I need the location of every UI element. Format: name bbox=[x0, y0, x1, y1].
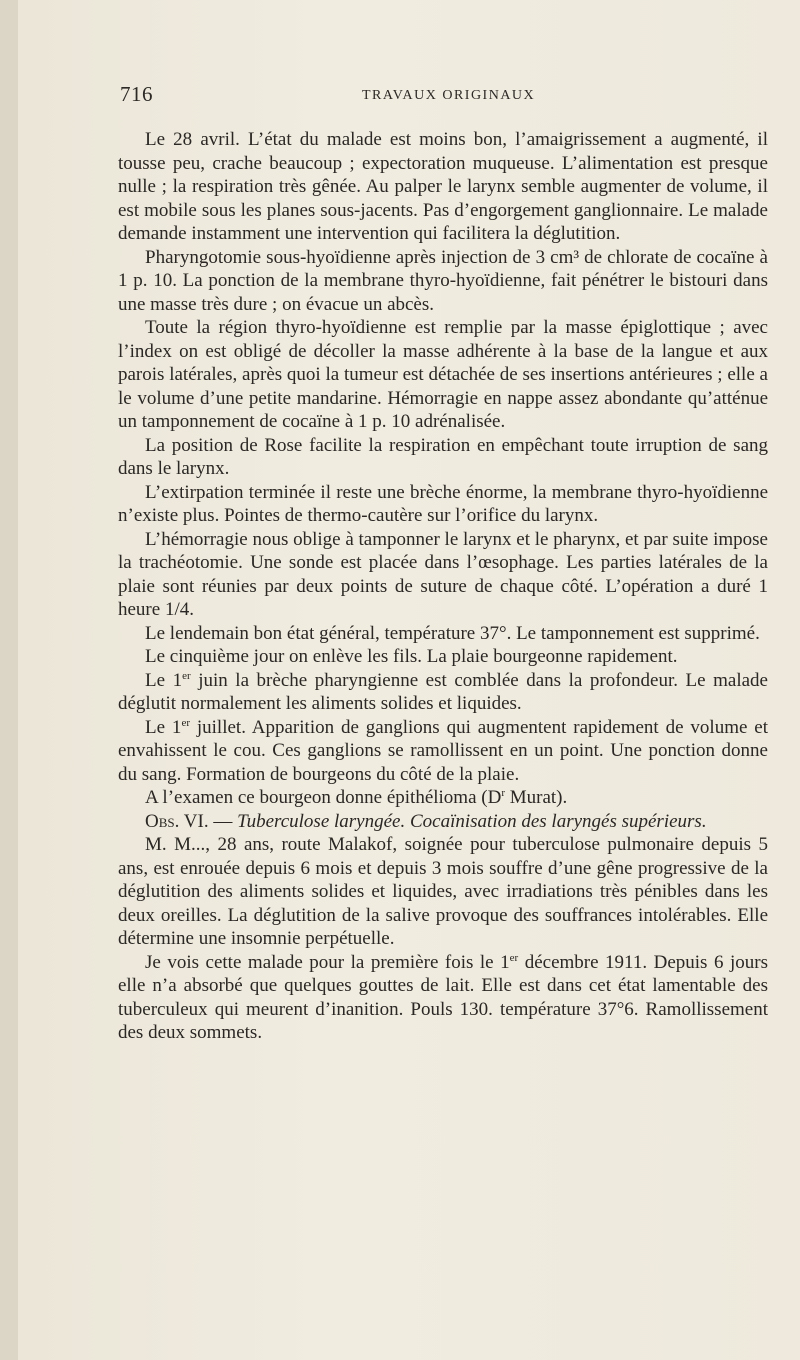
observation-heading: Obs. VI. — Tuberculose laryngée. Cocaïnisation des laryngés supérieurs. bbox=[145, 810, 707, 832]
paragraph-fifth-day: Le cinquième jour on enlève les fils. La plaie bourgeonne rapidement. bbox=[145, 646, 678, 667]
scan-left-margin bbox=[0, 0, 18, 1360]
body-text bbox=[118, 128, 768, 1045]
page-number: 716 bbox=[120, 82, 153, 106]
paragraph-july-1: Le 1er juillet. Apparition de ganglions qui augmentent rapidement de volume et envahissent le cou. Ces ganglions se ramollissent en un point. Une ponction donne du sang. Formation de bourgeons du côté de la plaie. bbox=[118, 716, 768, 785]
paragraph-patient-history: M. M..., 28 ans, route Malakof, soignée pour tuberculose pulmonaire depuis 5 ans, est enrouée depuis 6 mois et depuis 3 mois souffre d’une gêne progressive de la déglutition des aliments solides et liquides, avec irradiations très pénibles dans les deux oreilles. La déglutition de la salive provoque des souffrances intolérables. Elle détermine une insomnie perpétuelle. bbox=[118, 834, 768, 949]
paragraph-next-day: Le lendemain bon état général, température 37°. Le tamponnement est supprimé. bbox=[145, 622, 760, 644]
paragraph-april-28: Le 28 avril. L’état du malade est moins bon, l’amaigrissement a augmenté, il tousse peu, crache beaucoup ; expectoration muqueuse. L’alimentation est presque nulle ; la respiration très gênée. Au palper le larynx semble augmenter de volume, il est mobile sous les planes sous-jacents. Pas d’engorgement ganglionnaire. Le malade demande instamment une intervention qui facilitera la déglutition. bbox=[118, 129, 768, 244]
observation-title: Tuberculose laryngée. Cocaïnisation des laryngés supérieurs. bbox=[237, 810, 707, 832]
paragraph-extirpation: L’extirpation terminée il reste une brèche énorme, la membrane thyro-hyoïdienne n’existe plus. Pointes de thermo-cautère sur l’orifice du larynx. bbox=[118, 481, 768, 526]
page-header bbox=[112, 82, 762, 112]
paragraph-examination: A l’examen ce bourgeon donne épithélioma ($D^r$ Murat). bbox=[145, 787, 568, 808]
observation-label: Obs. VI. bbox=[145, 810, 209, 832]
paragraph-pharyngotomy: Pharyngotomie sous-hyoïdienne après injection de 3 cm³ de chlorate de cocaïne à 1 p. 10. La ponction de la membrane thyro-hyoïdienne, fait pénétrer le bistouri dans une masse très dure ; on évacue un abcès. bbox=[118, 246, 768, 315]
paragraph-december-visit: Je vois cette malade pour la première fois le 1er décembre 1911. Depuis 6 jours elle n’a absorbé que quelques gouttes de lait. Elle est dans cet état lamentable des tuberculeux qui meurent d’inanition. Pouls 130. température 37°6. Ramollissement des deux sommets. bbox=[118, 951, 768, 1043]
paragraph-june-1: Le 1er juin la brèche pharyngienne est comblée dans la profondeur. Le malade déglutit normalement les aliments solides et liquides. bbox=[118, 669, 768, 714]
paragraph-rose-position: La position de Rose facilite la respiration en empêchant toute irruption de sang dans le larynx. bbox=[118, 434, 768, 479]
paragraph-hemorrhage: L’hémorragie nous oblige à tamponner le larynx et le pharynx, et par suite impose la trachéotomie. Une sonde est placée dans l’œsophage. Les parties latérales de la plaie sont réunies par deux points de suture de chaque côté. L’opération a duré 1 heure 1/4. bbox=[118, 528, 768, 620]
paragraph-thyrohyoid-region: Toute la région thyro-hyoïdienne est remplie par la masse épiglottique ; avec l’index on est obligé de décoller la masse adhérente à la base de la langue et aux parois latérales, après quoi la tumeur est détachée de ses insertions antérieures ; elle a le volume d’une petite mandarine. Hémorragie en nappe assez abondante qu’atténue un tamponnement de cocaïne à 1 p. 10 adrénalisée. bbox=[118, 317, 768, 432]
running-head: TRAVAUX ORIGINAUX bbox=[362, 88, 536, 103]
